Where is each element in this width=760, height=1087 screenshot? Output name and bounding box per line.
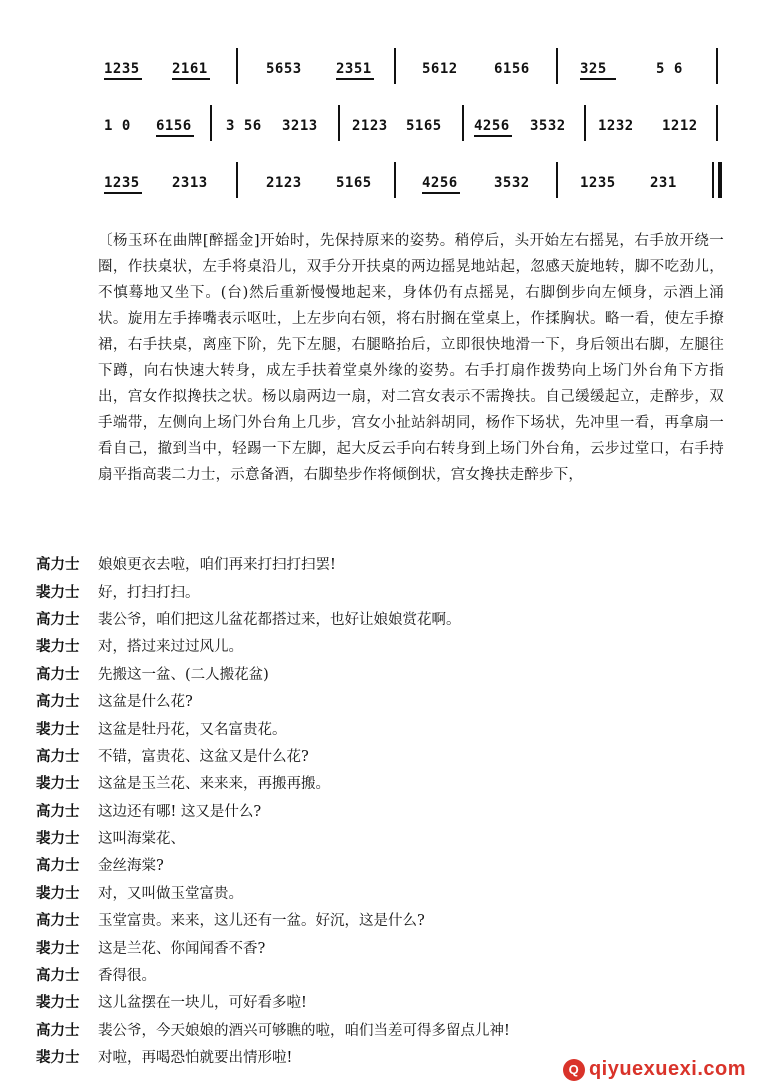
speech-text: 这儿盆摆在一块儿，可好看多啦! (98, 995, 307, 1012)
speech-text: 对，又叫做玉堂富贵。 (98, 885, 243, 902)
note-group: 1212 (662, 118, 698, 134)
speaker-name: 高力士 (36, 803, 80, 820)
bar-line (210, 105, 212, 141)
beam (104, 192, 142, 194)
bar-line (584, 105, 586, 141)
dialogue-line (36, 742, 736, 769)
bar-line (716, 48, 718, 84)
bar-line (338, 105, 340, 141)
speech-text: 这盆是牡丹花，又名富贵花。 (98, 721, 287, 738)
note-group: 2313 (172, 175, 208, 191)
note-group: 4256 (474, 118, 510, 134)
dialogue-line (36, 851, 736, 878)
note-group: 3213 (282, 118, 318, 134)
speech-text: 这叫海棠花、 (98, 831, 185, 848)
dialogue-line (36, 660, 736, 687)
speaker-name: 高力士 (36, 1022, 80, 1039)
speaker-name: 高力士 (36, 858, 80, 875)
note-group: 1232 (598, 118, 634, 134)
dialogue-line (36, 550, 736, 577)
note-group: 1 0 (104, 118, 131, 134)
speech-text: 这盆是什么花? (98, 694, 193, 711)
dialogue-line (36, 714, 736, 741)
dialogue-line (36, 961, 736, 988)
speaker-name: 裴力士 (36, 885, 80, 902)
watermark-text: qiyuexuexi.com (588, 1058, 746, 1080)
speaker-name: 高力士 (36, 913, 80, 930)
speech-text: 这盆是玉兰花、来来来，再搬再搬。 (98, 776, 330, 793)
bar-line (462, 105, 464, 141)
speaker-name: 裴力士 (36, 1050, 80, 1067)
beam (104, 78, 142, 80)
bar-line (236, 162, 238, 198)
note-group: 1235 (580, 175, 616, 191)
speaker-name: 裴力士 (36, 721, 80, 738)
note-group: 6156 (494, 61, 530, 77)
speech-text: 这是兰花、你闻闻香不香? (98, 940, 266, 957)
speech-text: 对啦，再喝恐怕就要出情形啦! (98, 1050, 293, 1067)
speaker-name: 高力士 (36, 611, 80, 628)
score-row-3 (100, 160, 728, 204)
note-group: 325 (580, 61, 607, 77)
speech-text: 好，打扫打扫。 (98, 584, 200, 601)
site-watermark (563, 1058, 746, 1081)
speech-text: 对，搭过来过过风儿。 (98, 639, 243, 656)
stage-direction: 〔杨玉环在曲牌[醉摇金]开始时，先保持原来的姿势。稍停后，头开始左右摇晃，右手放开绕一圈，作扶桌状，左手将桌沿儿，双手分开扶桌的两边摇晃地站起，忽感天旋地转，脚不吃劲儿，不慎蓦地又坐下。(台)然后重新慢慢地起来，身体仍有点摇晃，右脚倒步向左倾身，示酒上涌状。旋用左手捧嘴表示呕吐，上左步向右领，将右肘搁在堂桌上，作揉胸状。略一看，使左手撩裙，右手扶桌，离座下阶，先下左腿，右腿略抬后，立即很快地滑一下，身后领出右脚，左腿往下蹲，向右快速大转身，成左手扶着堂桌外缘的姿势。右手打扇作拨势向上场门外台角下方指出，宫女作拟搀扶之状。杨以扇两边一扇，对二宫女表示不需搀扶。自己缓缓起立，走醉步，双手端带，左侧向上场门外台角上几步，宫女小扯站斜胡同，杨作下场状，先冲里一看，再拿扇一看自己，撤到当中，轻踢一下左脚，起大反云手向右转身到上场门外台角，云步过堂口，右手持扇平指高裴二力士，示意备酒，右脚垫步作将倾倒状，宫女搀扶走醉步下， (98, 233, 724, 483)
speaker-name: 裴力士 (36, 995, 80, 1012)
dialogue (36, 550, 736, 1070)
note-group: 3 56 (226, 118, 262, 134)
note-group: 2123 (352, 118, 388, 134)
speaker-name: 裴力士 (36, 831, 80, 848)
speech-text: 金丝海棠? (98, 858, 164, 875)
dialogue-line (36, 933, 736, 960)
note-group: 4256 (422, 175, 458, 191)
beam (580, 78, 616, 80)
note-group: 6156 (156, 118, 192, 134)
speech-text: 裴公爷，咱们把这儿盆花都搭过来，也好让娘娘赏花啊。 (98, 611, 461, 628)
dialogue-line (36, 687, 736, 714)
note-group: 5165 (406, 118, 442, 134)
dialogue-line (36, 824, 736, 851)
bar-line (556, 48, 558, 84)
speech-text: 不错，富贵花、这盆又是什么花? (98, 748, 309, 765)
beam (422, 192, 460, 194)
score-row-1 (100, 46, 728, 90)
dialogue-line (36, 577, 736, 604)
bar-line (556, 162, 558, 198)
beam (336, 78, 374, 80)
note-group: 5653 (266, 61, 302, 77)
speaker-name: 裴力士 (36, 940, 80, 957)
score-row-2 (100, 103, 728, 147)
final-bar-line (712, 162, 714, 198)
speech-text: 裴公爷，今天娘娘的酒兴可够瞧的啦，咱们当差可得多留点儿神! (98, 1022, 510, 1039)
speech-text: 玉堂富贵。来来，这儿还有一盆。好沉，这是什么? (98, 913, 425, 930)
note-group: 1235 (104, 175, 140, 191)
note-group: 1235 (104, 61, 140, 77)
bar-line (716, 105, 718, 141)
speaker-name: 裴力士 (36, 776, 80, 793)
beam (172, 78, 210, 80)
dialogue-line (36, 797, 736, 824)
speaker-name: 裴力士 (36, 584, 80, 601)
speaker-name: 高力士 (36, 968, 80, 985)
note-group: 2123 (266, 175, 302, 191)
dialogue-line (36, 1016, 736, 1043)
note-group: 5165 (336, 175, 372, 191)
dialogue-line (36, 906, 736, 933)
note-group: 5 6 (656, 61, 683, 77)
speaker-name: 高力士 (36, 748, 80, 765)
bar-line (394, 162, 396, 198)
note-group: 3532 (530, 118, 566, 134)
bar-line (394, 48, 396, 84)
beam (156, 135, 194, 137)
dialogue-line (36, 605, 736, 632)
beam (474, 135, 512, 137)
note-group: 3532 (494, 175, 530, 191)
note-group: 5612 (422, 61, 458, 77)
speaker-name: 高力士 (36, 557, 80, 574)
final-bar-line-thick (718, 162, 722, 198)
note-group: 2161 (172, 61, 208, 77)
dialogue-line (36, 879, 736, 906)
speech-text: 香得很。 (98, 968, 156, 985)
speech-text: 娘娘更衣去啦，咱们再来打扫打扫罢! (98, 557, 336, 574)
speech-text: 这边还有哪! 这又是什么? (98, 803, 262, 820)
dialogue-line (36, 632, 736, 659)
speaker-name: 高力士 (36, 666, 80, 683)
bar-line (236, 48, 238, 84)
watermark-logo-icon: Q (563, 1059, 585, 1081)
speech-text: 先搬这一盆、(二人搬花盆) (98, 666, 269, 683)
speaker-name: 裴力士 (36, 639, 80, 656)
dialogue-line (36, 769, 736, 796)
note-group: 2351 (336, 61, 372, 77)
speaker-name: 高力士 (36, 694, 80, 711)
note-group: 231 (650, 175, 677, 191)
dialogue-line (36, 988, 736, 1015)
